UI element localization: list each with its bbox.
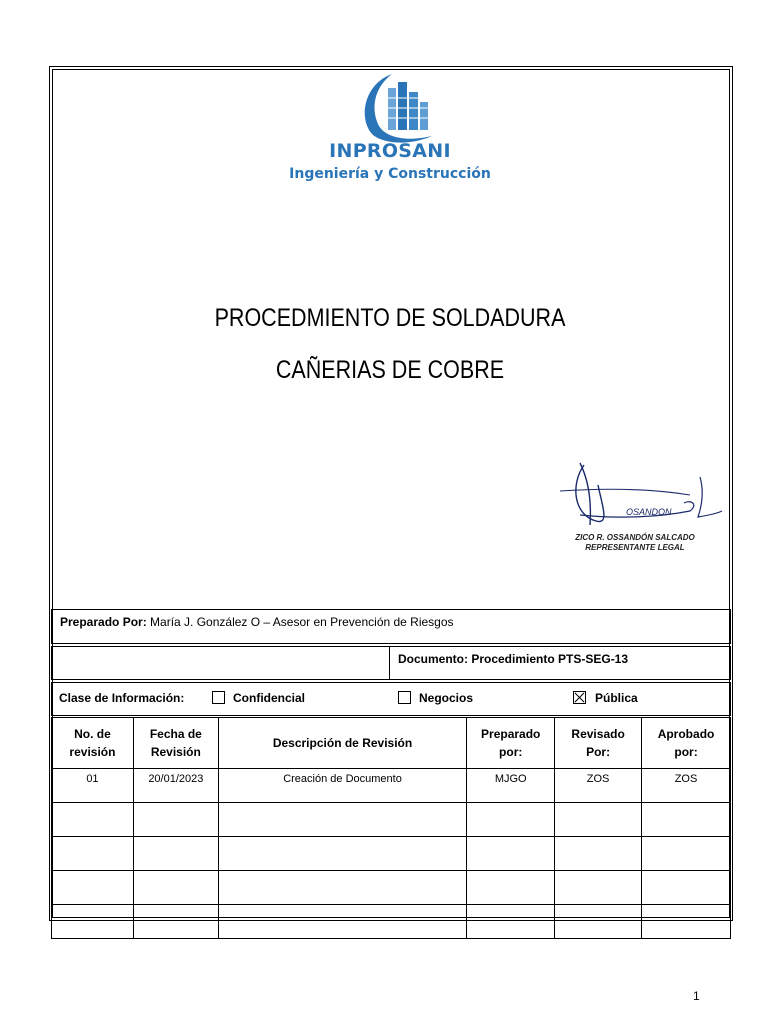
signer-role: REPRESENTANTE LEGAL xyxy=(585,543,685,552)
confidencial-checkbox[interactable] xyxy=(212,691,225,704)
negocios-label: Negocios xyxy=(419,691,474,705)
brand-tagline: Ingeniería y Construcción xyxy=(289,166,491,182)
document-row xyxy=(51,646,731,680)
header-descripcion: Descripción de Revisión xyxy=(218,718,466,769)
signer-name: ZICO R. OSSANDÓN SALCADO xyxy=(575,533,695,542)
table-row xyxy=(52,905,731,939)
cell-revisado: ZOS xyxy=(555,769,642,803)
header-no-revision: No. de revisión xyxy=(52,718,134,769)
document-code: Documento: Procedimiento PTS-SEG-13 xyxy=(398,652,629,666)
confidencial-label: Confidencial xyxy=(233,691,306,705)
negocios-checkbox[interactable] xyxy=(398,691,411,704)
header-revisado: Revisado Por: xyxy=(555,718,642,769)
page-number: 1 xyxy=(693,989,700,1003)
table-row xyxy=(52,769,731,803)
revision-header-row xyxy=(52,718,731,769)
signature-scribble: OSANDON xyxy=(626,507,672,517)
header-fecha-revision: Fecha de Revisión xyxy=(133,718,218,769)
header-aprobado: Aprobado por: xyxy=(642,718,731,769)
prepared-by-value: María J. González O – Asesor en Prevención de Riesgos xyxy=(150,615,454,629)
table-row xyxy=(52,837,731,871)
document-title-line1: PROCEDMIENTO DE SOLDADURA xyxy=(214,304,566,332)
prepared-by-row xyxy=(51,609,731,644)
classification-label: Clase de Información: xyxy=(59,691,185,705)
prepared-by-label: Preparado Por: xyxy=(60,615,147,629)
classification-row xyxy=(51,682,731,716)
cell-no: 01 xyxy=(52,769,134,803)
publica-checkbox[interactable] xyxy=(573,691,586,704)
header-preparado: Preparado por: xyxy=(467,718,555,769)
signature-caption xyxy=(560,533,710,553)
revision-table xyxy=(51,717,731,939)
cell-descripcion: Creación de Documento xyxy=(218,769,466,803)
table-row xyxy=(52,871,731,905)
cell-fecha: 20/01/2023 xyxy=(133,769,218,803)
cell-preparado: MJGO xyxy=(467,769,555,803)
document-title-line2: CAÑERIAS DE COBRE xyxy=(275,356,505,384)
table-row xyxy=(52,803,731,837)
publica-label: Pública xyxy=(595,691,638,705)
brand-name: INPROSANI xyxy=(329,140,451,162)
cell-aprobado: ZOS xyxy=(642,769,731,803)
